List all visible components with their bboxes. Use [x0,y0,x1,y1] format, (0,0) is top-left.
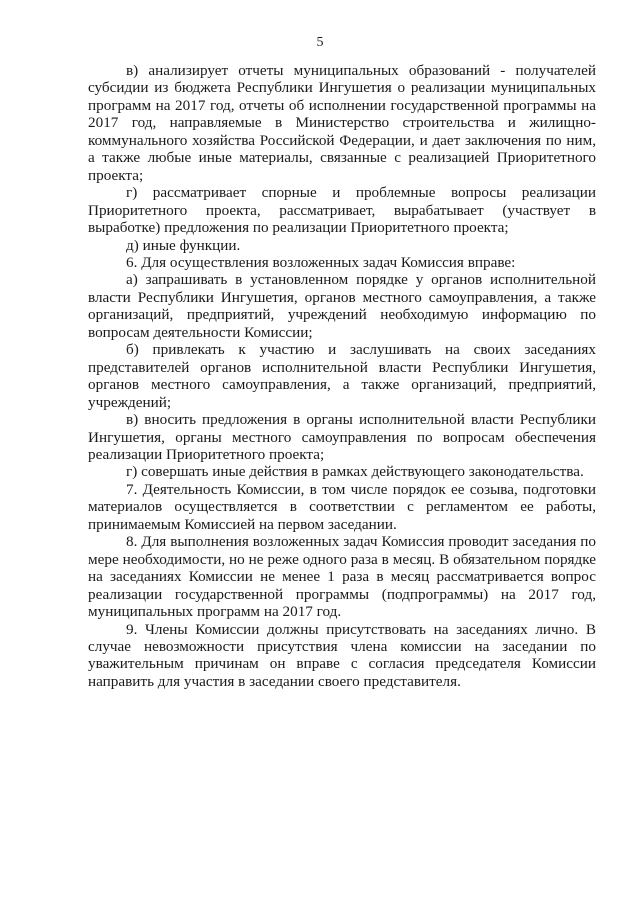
paragraph-3d: д) иные функции. [126,236,241,254]
paragraph-8: 8. Для выполнения возложенных задач Комиссия проводит заседания по мере необходимости, но не реже одного раза в месяц. В обязательном порядке на заседаниях Комиссии не менее 1 раза в месяц рассматривается вопрос реализации государственной программы (подпрограммы) на 2017 год, муниципальных программ на 2017 год. [88,533,596,621]
paragraph-3v: в) анализирует отчеты муниципальных образований - получателей субсидии из бюджета Республики Ингушетия о реализации муниципальных программ на 2017 год, отчеты об исполнении государственной программы на 2017 год, направляемые в Министерство строительства и жилищно-коммунального хозяйства Российской Федерации, и дает заключения по ним, а также любые иные материалы, связанные с реализацией Приоритетного проекта; [88,62,596,184]
paragraph-6g: г) совершать иные действия в рамках действующего законодательства. [126,463,584,481]
paragraph-9: 9. Члены Комиссии должны присутствовать на заседаниях лично. В случае невозможности присутствия члена комиссии на заседании по уважительным причинам он вправе с согласия председателя Комиссии направить для участия в заседании своего представителя. [88,620,596,690]
paragraph-6a: а) запрашивать в установленном порядке у органов исполнительной власти Республики Ингушетия, органов местного самоуправления, а также организаций, предприятий, учреждений необходимую информацию по вопросам деятельности Комиссии; [88,271,596,341]
paragraph-6v: в) вносить предложения в органы исполнительной власти Республики Ингушетия, органы местного самоуправления по вопросам обеспечения реализации Приоритетного проекта; [88,411,596,463]
paragraph-7: 7. Деятельность Комиссии, в том числе порядок ее созыва, подготовки материалов осуществляется в соответствии с регламентом ее работы, принимаемым Комиссией на первом заседании. [88,480,596,533]
paragraph-6: 6. Для осуществления возложенных задач Комиссия вправе: [126,253,516,271]
page-number: 5 [316,35,324,50]
paragraph-3g: г) рассматривает спорные и проблемные вопросы реализации Приоритетного проекта, рассматривает, вырабатывает (участвует в выработке) предложения по реализации Приоритетного проекта; [88,184,596,237]
document-body [88,62,596,690]
paragraph-6b: б) привлекать к участию и заслушивать на своих заседаниях представителей органов исполнительной власти Республики Ингушетия, органов местного самоуправления, а также организаций, предприятий, учреждений; [88,341,596,411]
